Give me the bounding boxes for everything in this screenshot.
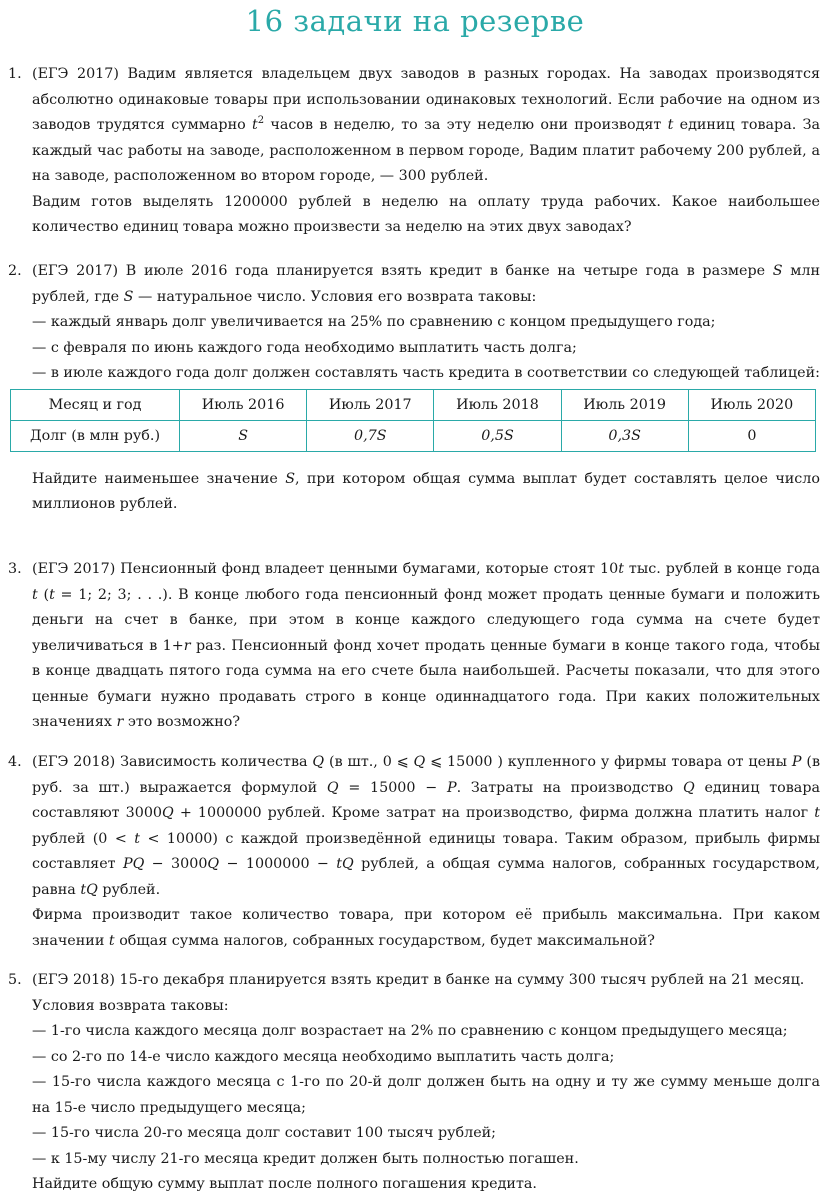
problem-number: 4. xyxy=(8,754,22,770)
question-line: Найдите общую сумму выплат после полного погашения кредита. xyxy=(32,1176,537,1192)
table-cell: Месяц и год xyxy=(11,389,180,420)
condition-line: — каждый январь долг увеличивается на 25% по сравнению с концом предыдущего года; xyxy=(32,314,716,330)
problem-body xyxy=(29,259,820,518)
page-title: 16 задачи на резерве xyxy=(245,4,585,38)
problem-2 xyxy=(8,259,820,518)
problem-paragraph: Фирма производит такое количество товара, при котором её прибыль максимальна. При каком значении t общая сумма налогов, собранных государством, будет максимальной? xyxy=(32,907,820,949)
table-cell: 0,5S xyxy=(434,420,561,451)
problem-body xyxy=(32,968,820,1198)
problem-body xyxy=(32,557,820,736)
condition-line: — к 15-му числу 21-го месяца кредит должен быть полностью погашен. xyxy=(32,1150,579,1167)
table-cell: Долг (в млн руб.) xyxy=(11,420,180,451)
problem-paragraph: Вадим готов выделять 1200000 рублей в неделю на оплату труда рабочих. Какое наибольшее количество единиц товара можно произвести за неделю на этих двух заводах? xyxy=(32,193,820,235)
table-row xyxy=(11,389,816,420)
condition-line: — с февраля по июнь каждого года необходимо выплатить часть долга; xyxy=(32,339,577,356)
problem-number: 1. xyxy=(8,66,22,82)
table-cell: Июль 2020 xyxy=(688,389,815,420)
condition-line: — 15-го числа 20-го месяца долг составит 100 тысяч рублей; xyxy=(32,1125,496,1141)
problem-body xyxy=(32,750,820,954)
problem-paragraph: (ЕГЭ 2017) В июле 2016 года планируется взять кредит в банке на четыре года в размере S млн рублей, где S — натуральное число. Условия его возврата таковы: xyxy=(32,263,820,305)
debt-table xyxy=(10,389,816,452)
table-cell: Июль 2016 xyxy=(180,389,307,420)
problem-paragraph: (ЕГЭ 2017) Пенсионный фонд владеет ценными бумагами, которые стоят 10t тыс. рублей в конце года t (t = 1; 2; 3; . . .). В конце любого года пенсионный фонд может продать ценные бумаги и положить деньги на счет в банке, при этом в конце каждого следующего года сумма на счете будет увеличиваться в 1+r раз. Пенсионный фонд хочет продать ценные бумаги в конце такого года, чтобы в конце двадцать пятого года сумма на его счете была наибольшей. Расчеты показали, что для этого ценные бумаги нужно продавать строго в конце одиннадцатого года. При каких положительных значениях r это возможно? xyxy=(32,561,820,730)
condition-line: — в июле каждого года долг должен составлять часть кредита в соответствии со следующей таблицей: xyxy=(32,365,820,381)
problem-number: 2. xyxy=(8,263,22,279)
condition-line: — со 2-го по 14-е число каждого месяца необходимо выплатить часть долга; xyxy=(32,1048,615,1065)
table-cell: Июль 2017 xyxy=(307,389,434,420)
condition-line: — 1-го числа каждого месяца долг возрастает на 2% по сравнению с концом предыдущего месяца; xyxy=(32,1023,788,1039)
problem-number: 5. xyxy=(8,972,22,988)
problem-body xyxy=(32,62,820,241)
problem-5 xyxy=(8,968,820,1198)
table-cell: Июль 2018 xyxy=(434,389,561,420)
problem-paragraph: (ЕГЭ 2018) 15-го декабря планируется взять кредит в банке на сумму 300 тысяч рублей на 21 месяц. xyxy=(32,972,805,988)
table-cell: 0,7S xyxy=(307,420,434,451)
condition-line: Условия возврата таковы: xyxy=(32,997,229,1014)
problem-3 xyxy=(8,557,820,736)
problem-paragraph: Найдите наименьшее значение S, при котором общая сумма выплат будет составлять целое число миллионов рублей. xyxy=(32,470,820,512)
table-cell: 0 xyxy=(688,420,815,451)
table-row xyxy=(11,420,816,451)
problem-paragraph: (ЕГЭ 2017) Вадим является владельцем двух заводов в разных городах. На заводах производятся абсолютно одинаковые товары при использовании одинаковых технологий. Если рабочие на одном из заводов трудятся суммарно $t^2$ часов в неделю, то за эту неделю они производят t единиц товара. За каждый час работы на заводе, расположенном в первом городе, Вадим платит рабочему 200 рублей, а на заводе, расположенном во втором городе, — 300 рублей. xyxy=(32,66,820,184)
table-cell: S xyxy=(180,420,307,451)
problem-4 xyxy=(8,750,820,954)
table-cell: Июль 2019 xyxy=(561,389,688,420)
problem-number: 3. xyxy=(8,561,22,577)
problem-paragraph: (ЕГЭ 2018) Зависимость количества Q (в шт., 0 ⩽ Q ⩽ 15000 ) купленного у фирмы товара от цены P (в руб. за шт.) выражается формулой Q = 15000 − P. Затраты на производство Q единиц товара составляют 3000Q + 1000000 рублей. Кроме затрат на производство, фирма должна платить налог t рублей (0 < t < 10000) с каждой произведённой единицы товара. Таким образом, прибыль фирмы составляет PQ − 3000Q − 1000000 − tQ рублей, а общая сумма налогов, собранных государством, равна tQ рублей. xyxy=(32,754,821,898)
table-cell: 0,3S xyxy=(561,420,688,451)
condition-line: — 15-го числа каждого месяца с 1-го по 20-й долг должен быть на одну и ту же сумму меньше долга на 15-е число предыдущего месяца; xyxy=(32,1074,820,1116)
problem-1 xyxy=(8,62,820,241)
